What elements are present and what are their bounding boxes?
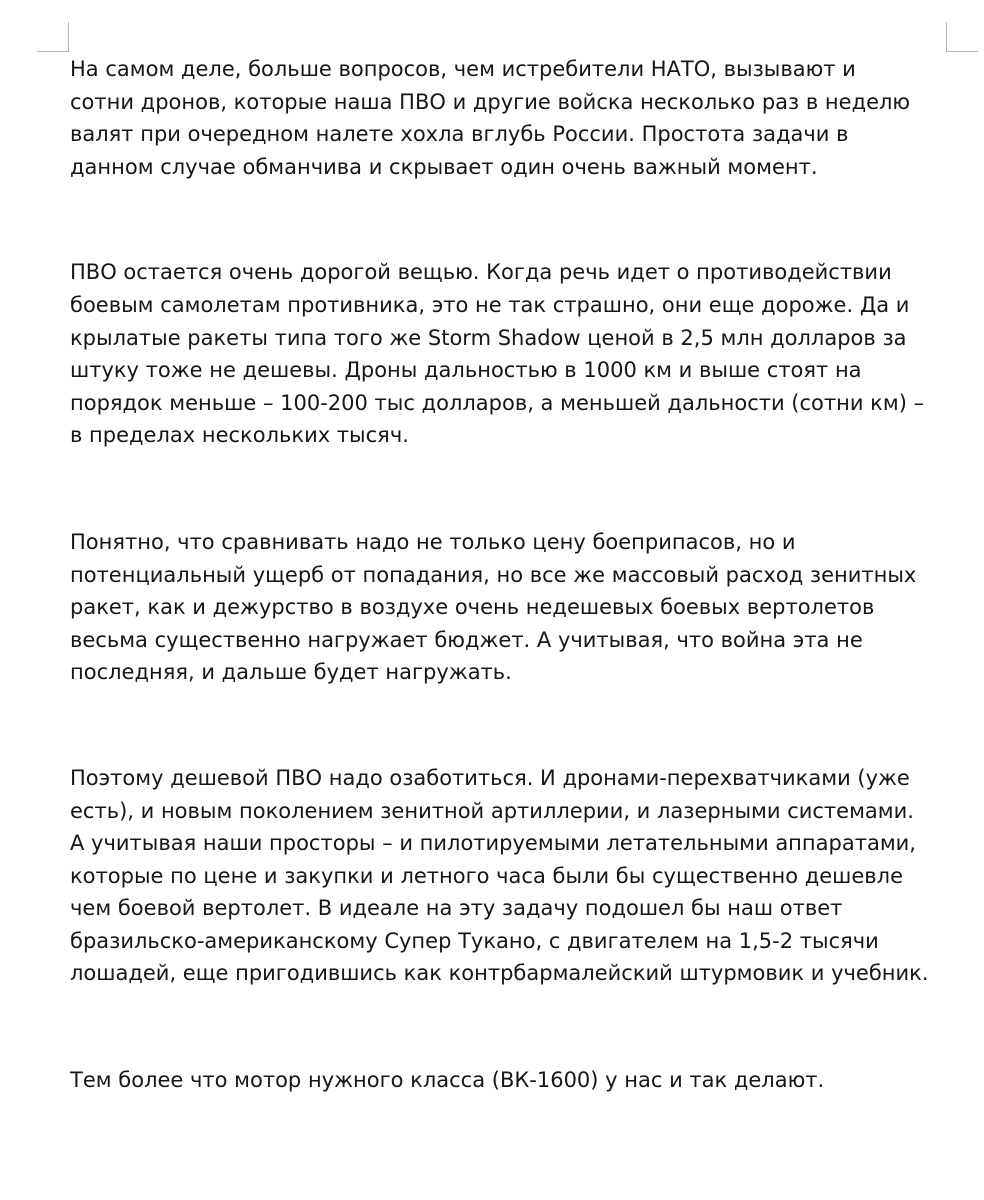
top-right-margin-mark bbox=[946, 22, 978, 52]
text-line: сотни дронов, которые наша ПВО и другие войска несколько раз в неделю bbox=[70, 89, 911, 114]
text-line: чем боевой вертолет. В идеале на эту задачу подошел бы наш ответ bbox=[70, 896, 843, 921]
text-line: Понятно, что сравнивать надо не только цену боеприпасов, но и bbox=[70, 529, 796, 554]
text-line: которые по цене и закупки и летного часа были бы существенно дешевле bbox=[70, 863, 904, 888]
text-line: ПВО остается очень дорогой вещью. Когда речь идет о противодействии bbox=[70, 260, 892, 285]
paragraph-1 bbox=[70, 53, 960, 183]
text-line: в пределах нескольких тысяч. bbox=[70, 423, 409, 448]
text-line: Тем более что мотор нужного класса (ВК-1600) у нас и так делают. bbox=[70, 1068, 825, 1093]
document-body[interactable] bbox=[70, 53, 960, 1097]
text-line: Поэтому дешевой ПВО надо озаботиться. И дронами-перехватчиками (уже bbox=[70, 765, 910, 790]
text-line: ракет, как и дежурство в воздухе очень недешевых боевых вертолетов bbox=[70, 595, 875, 620]
text-line: данном случае обманчива и скрывает один очень важный момент. bbox=[70, 154, 818, 179]
text-line: штуку тоже не дешевы. Дроны дальностью в 1000 км и выше стоят на bbox=[70, 358, 862, 383]
text-line: боевым самолетам противника, это не так страшно, они еще дороже. Да и bbox=[70, 292, 910, 317]
text-line: валят при очередном налете хохла вглубь России. Простота задачи в bbox=[70, 122, 849, 147]
text-line: потенциальный ущерб от попадания, но все же массовый расход зенитных bbox=[70, 562, 917, 587]
text-line: А учитывая наши просторы – и пилотируемыми летательными аппаратами, bbox=[70, 831, 916, 856]
text-line: лошадей, еще пригодившись как контрбармалейский штурмовик и учебник. bbox=[70, 961, 929, 986]
text-line: крылатые ракеты типа того же Storm Shadow ценой в 2,5 млн долларов за bbox=[70, 325, 907, 350]
paragraph-2 bbox=[70, 256, 960, 452]
text-line: порядок меньше – 100-200 тыс долларов, а меньшей дальности (сотни км) – bbox=[70, 390, 925, 415]
text-line: весьма существенно нагружает бюджет. А учитывая, что война эта не bbox=[70, 627, 863, 652]
paragraph-5 bbox=[70, 1064, 960, 1097]
text-line: На самом деле, больше вопросов, чем истребители НАТО, вызывают и bbox=[70, 57, 856, 81]
paragraph-3 bbox=[70, 526, 960, 689]
text-line: бразильско-американскому Супер Тукано, с двигателем на 1,5-2 тысячи bbox=[70, 928, 879, 953]
top-left-margin-mark bbox=[37, 22, 69, 52]
paragraph-4 bbox=[70, 762, 960, 990]
text-line: последняя, и дальше будет нагружать. bbox=[70, 660, 512, 685]
text-line: есть), и новым поколением зенитной артиллерии, и лазерными системами. bbox=[70, 798, 914, 823]
